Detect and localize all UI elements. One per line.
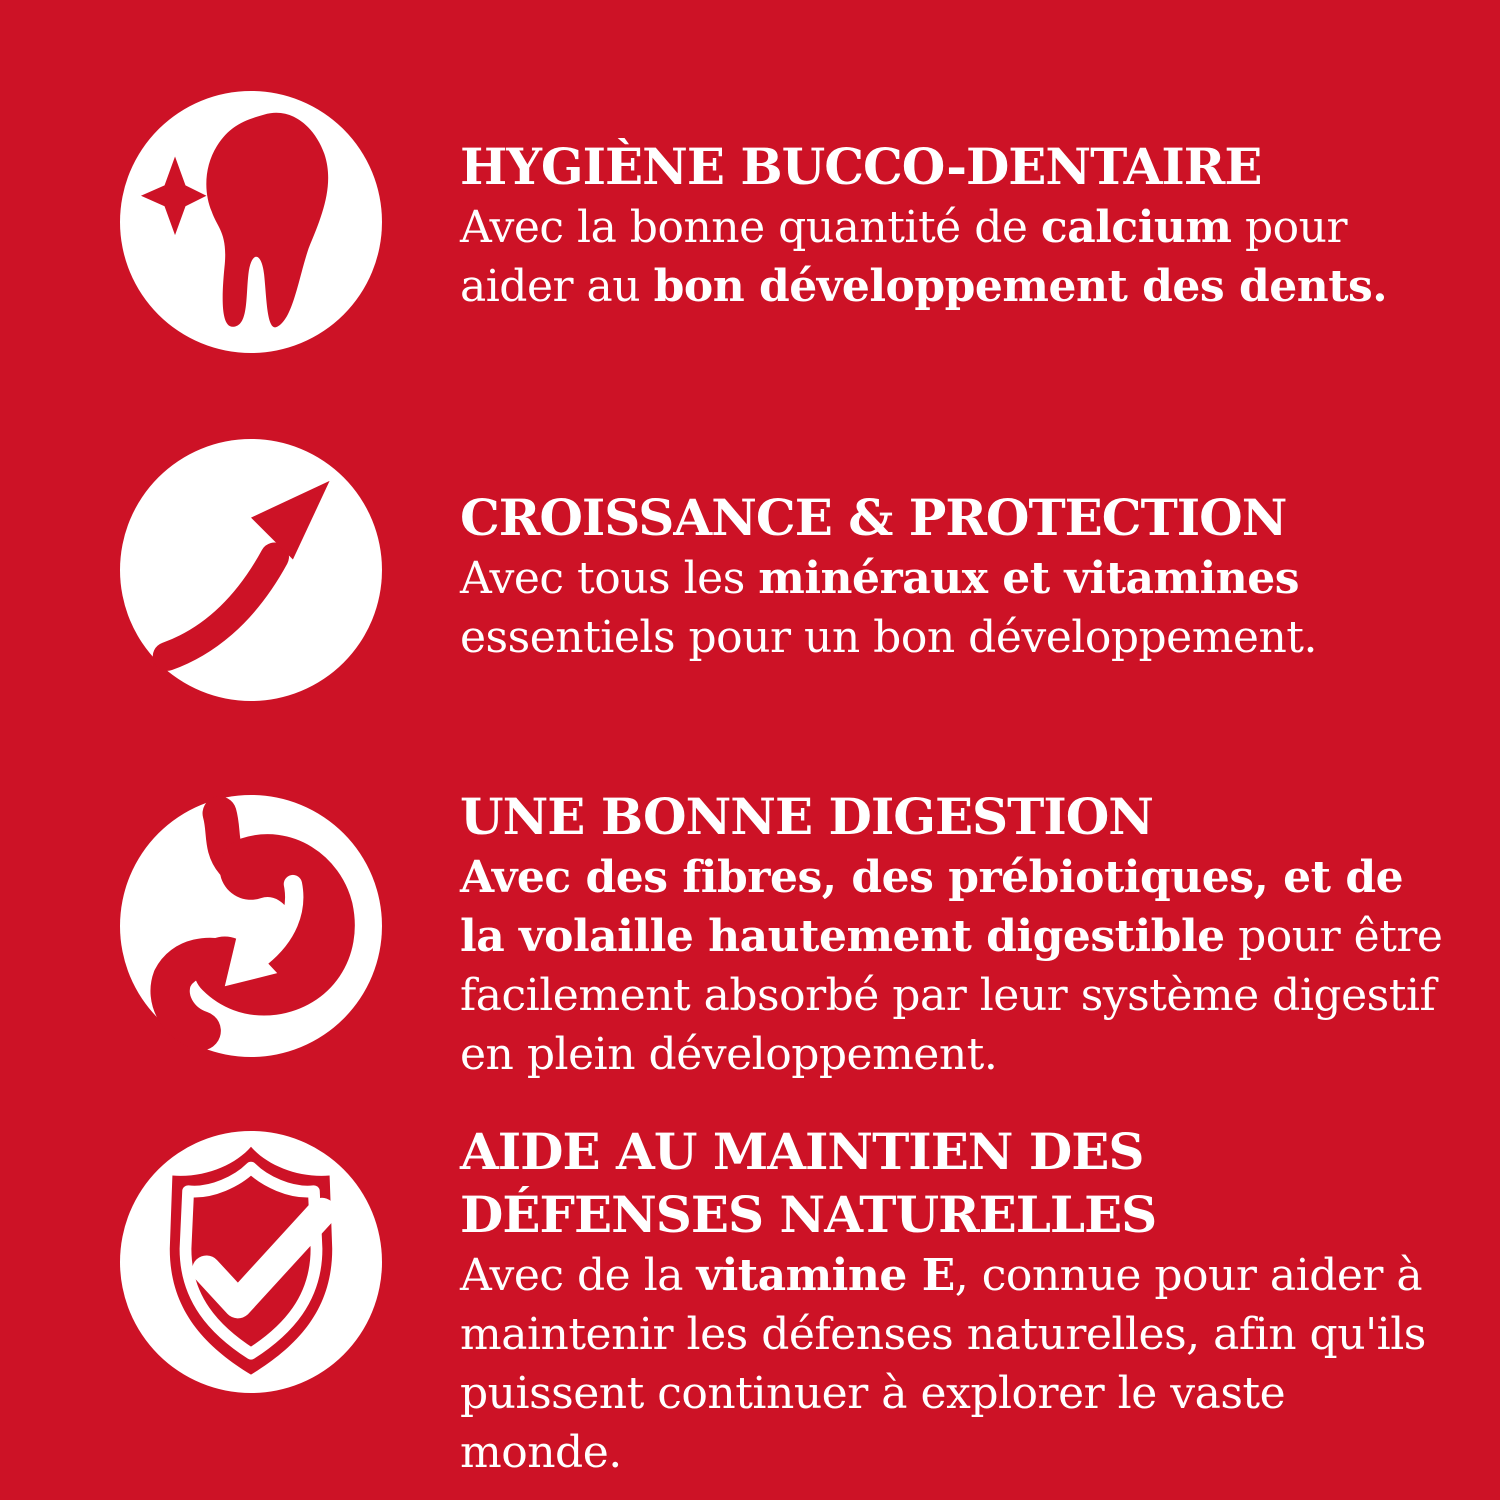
shield-check-icon <box>120 1131 382 1393</box>
feature-title: UNE BONNE DIGESTION <box>460 787 1154 846</box>
feature-body: Avec la bonne quantité de calcium pour aider au bon développement des dents. <box>460 202 1388 312</box>
feature-body: Avec des fibres, des prébiotiques, et de la volaille hautement digestible pour être facilement absorbé par leur système digestif en plein développement. <box>460 852 1443 1080</box>
feature-text-natural-defenses <box>460 1120 1450 1482</box>
stomach-icon <box>120 795 382 1057</box>
feature-text-digestion <box>460 785 1450 1084</box>
feature-title: HYGIÈNE BUCCO-DENTAIRE <box>460 137 1262 196</box>
feature-body: Avec tous les minéraux et vitamines essentiels pour un bon développement. <box>460 553 1317 663</box>
tooth-sparkle-icon <box>120 91 382 353</box>
feature-title: CROISSANCE & PROTECTION <box>460 488 1287 547</box>
feature-text-growth-protection <box>460 486 1450 667</box>
growth-arrow-icon <box>120 439 382 701</box>
feature-body: Avec de la vitamine E, connue pour aider à maintenir les défenses naturelles, afin qu'ils puissent continuer à explorer le vaste monde. <box>460 1250 1426 1478</box>
feature-text-oral-hygiene <box>460 135 1450 316</box>
feature-title: AIDE AU MAINTIEN DES DÉFENSES NATURELLES <box>460 1122 1157 1244</box>
